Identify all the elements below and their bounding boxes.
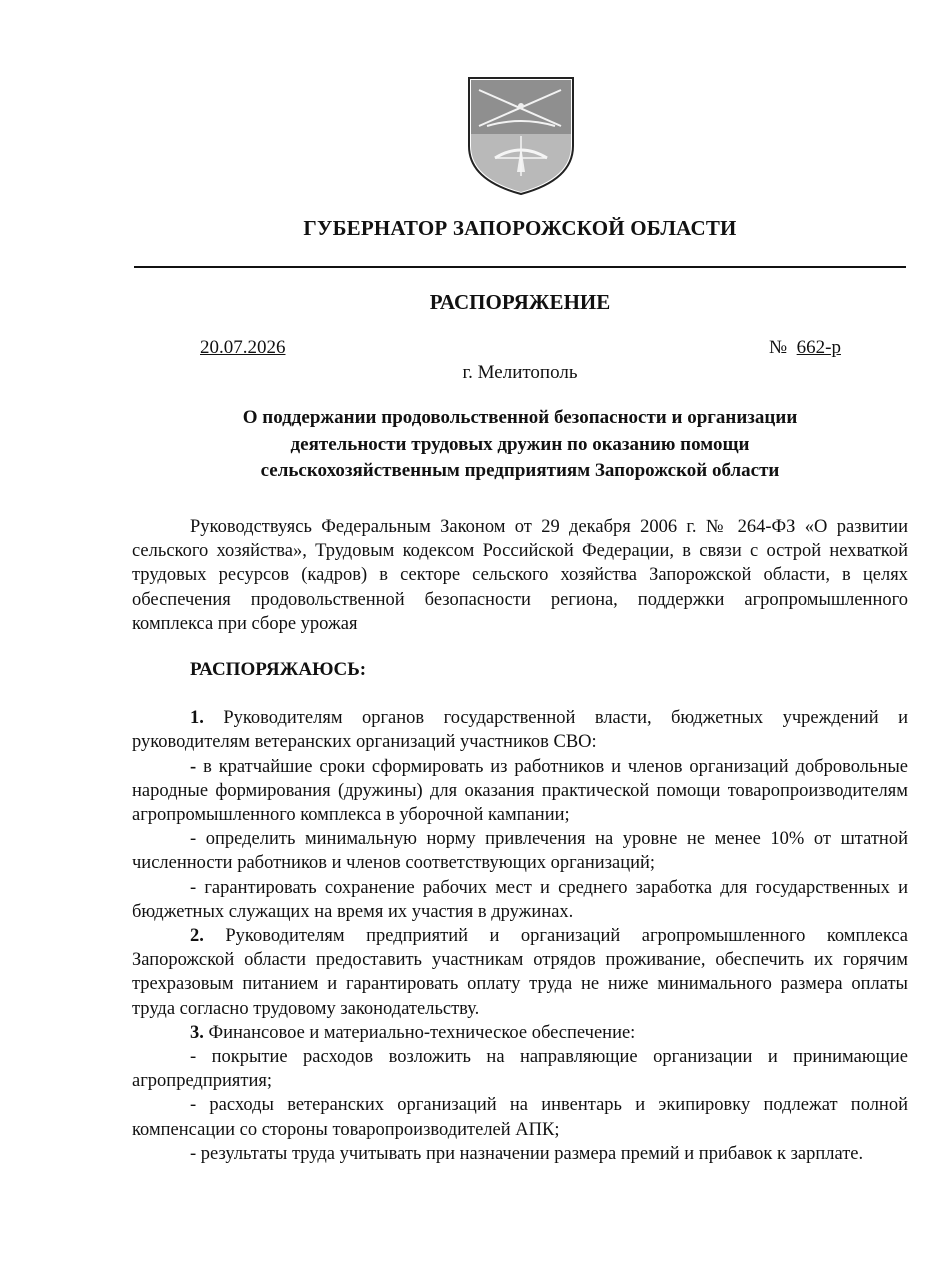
item-1-bullet-2: - определить минимальную норму привлечения на уровне не менее 10% от штатной численности работников и членов соответствующих организаций; [132,829,908,874]
preamble-paragraph: Руководствуясь Федеральным Законом от 29 декабря 2006 г. № 264-ФЗ «О развитии сельского хозяйства», Трудовым кодексом Российской Федерации, в связи с острой нехваткой трудовых ресурсов (кадров) в секторе сельского хозяйства Запорожской области, в целях обеспечения продовольственной безопасности региона, поддержки агропромышленного комплекса при сборе урожая [132,517,908,634]
item-2 [132,924,908,1021]
number-value: 662-р [796,337,841,358]
item-1-text: Руководителям органов государственной власти, бюджетных учреждений и руководителям ветеранских организаций участников СВО: [132,708,909,753]
title-line: деятельности трудовых дружин по оказанию помощи [290,433,750,455]
bullet-dash: - [190,756,197,777]
item-2-number: 2. [190,926,204,947]
item-1 [132,706,908,754]
coat-of-arms-emblem [465,76,577,196]
item-3-bullet-2: - расходы ветеранских организаций на инвентарь и экипировку подлежат полной компенсации со стороны товаропроизводителей АПК; [132,1095,908,1140]
item-3-bullet-1: - покрытие расходов возложить на направляющие организации и принимающие агропредприятия; [132,1047,908,1092]
item-1-bullet-1 [132,755,908,828]
document-number [769,337,841,359]
item-3-number: 3. [190,1022,204,1043]
item-3-bullet-3: - результаты труда учитывать при назначении размера премий и прибавок к зарплате. [190,1143,864,1164]
document-city: г. Мелитополь [462,362,578,383]
document-title [120,405,920,485]
item-1-bullet-3: - гарантировать сохранение рабочих мест и среднего заработка для государственных и бюджетных служащих на время их участия в дружинах. [132,877,908,922]
order-word: РАСПОРЯЖАЮСЬ: [190,659,367,681]
authority-heading: ГУБЕРНАТОР ЗАПОРОЖСКОЙ ОБЛАСТИ [303,216,737,240]
item-1-number: 1. [190,708,204,729]
document-type-heading: РАСПОРЯЖЕНИЕ [429,290,611,314]
document-date [200,337,286,359]
document-date-value: 20.07.2026 [200,337,286,358]
item-3-text: Финансовое и материально-техническое обеспечение: [208,1022,636,1043]
header-divider [134,266,906,268]
item-3 [132,1021,908,1045]
item-1-bullet-1-text: в кратчайшие сроки сформировать из работников и членов организаций добровольные народные формирования (дружины) для оказания практической помощи товаропроизводителям агропромышленного комплекса в уборочной кампании; [132,756,908,826]
document-body [132,515,908,1166]
title-line: О поддержании продовольственной безопасности и организации [242,407,798,428]
number-label: № [769,337,788,358]
item-2-text: Руководителям предприятий и организаций агропромышленного комплекса Запорожской области предоставить участникам отрядов проживание, обеспечить их горячим трехразовым питанием и гарантировать оплату труда не ниже минимального размера оплаты труда согласно трудовому законодательству. [132,926,908,1019]
title-line: сельскохозяйственным предприятиям Запорожской области [260,460,780,481]
